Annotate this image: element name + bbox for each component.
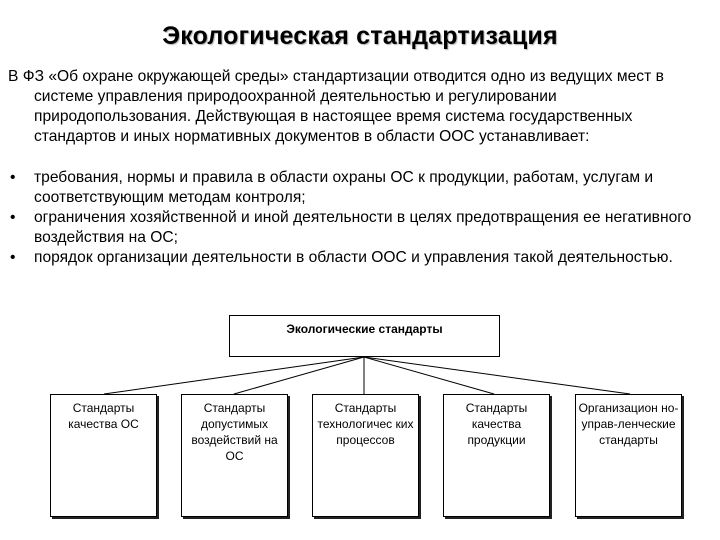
diagram-child-box: Стандарты допустимых воздействий на ОС — [181, 394, 288, 517]
slide-title: Экологическая стандартизация — [162, 22, 558, 50]
diagram-child-box: Стандарты качества продукции — [443, 394, 550, 517]
connector-line — [104, 357, 364, 394]
diagram-child-box: Организацион но-управ-ленческие стандарты — [575, 394, 682, 517]
bullet-icon: • — [10, 209, 16, 226]
diagram-root-box: Экологические стандарты — [229, 315, 500, 357]
bullet-icon: • — [10, 249, 16, 266]
intro-paragraph: В ФЗ «Об охране окружающей среды» стандартизации отводится одно из ведущих мест в системе управления природоохранной деятельностью и регулировании природопользования. Действующая в настоящее время система государственных стандартов и иных нормативных документов в области ООС устанавливает: — [8, 68, 664, 145]
connector-line — [364, 357, 494, 394]
diagram-child-box: Стандарты качества ОС — [50, 394, 157, 517]
diagram-child-box: Стандарты технологичес ких процессов — [312, 394, 419, 517]
connector-line — [364, 357, 630, 394]
connector-line — [234, 357, 364, 394]
bullet-icon: • — [10, 169, 16, 186]
bullet-text: ограничения хозяйственной и иной деятельности в целях предотвращения ее негативного воздействия на ОС; — [34, 209, 692, 246]
bullet-text: требования, нормы и правила в области охраны ОС к продукции, работам, услугам и соответствующим методам контроля; — [34, 169, 654, 206]
bullet-text: порядок организации деятельности в области ООС и управления такой деятельностью. — [34, 249, 673, 266]
